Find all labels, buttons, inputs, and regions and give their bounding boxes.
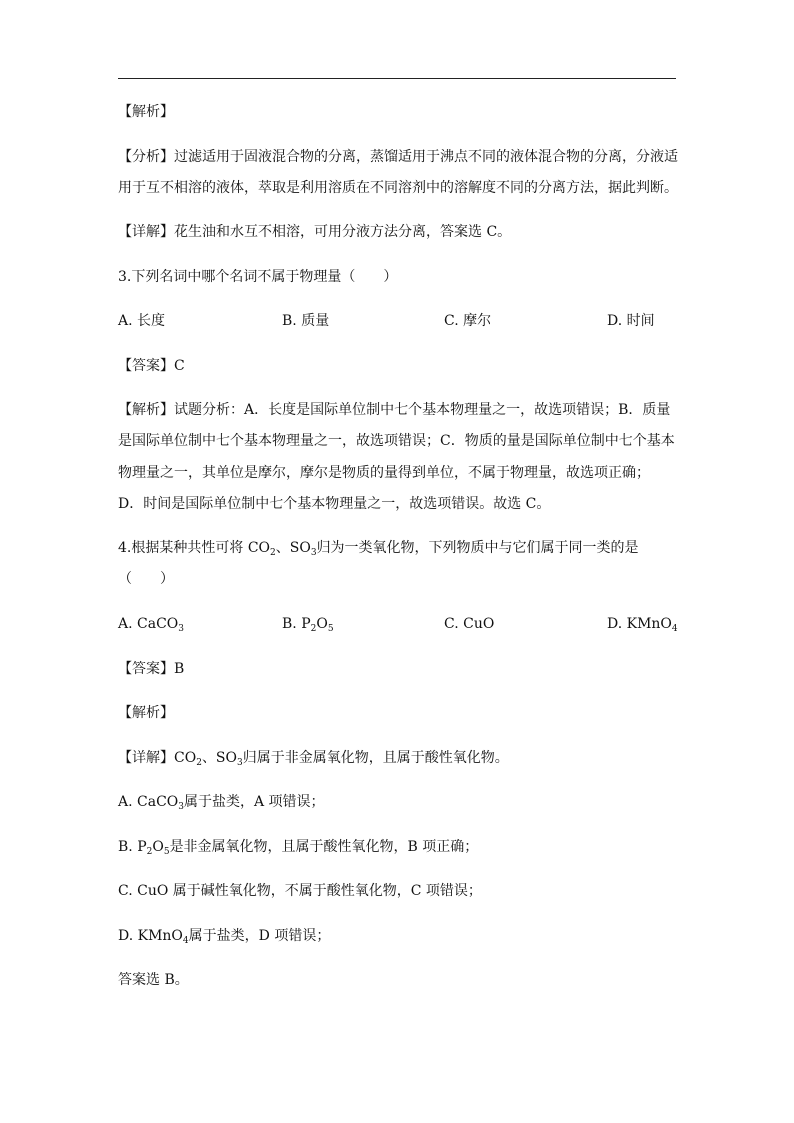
q4-detail-part-1: 【详解】CO (118, 750, 197, 766)
q3-option-d: D. 时间 (607, 313, 655, 329)
q4-analysis-heading: 【解析】 (118, 705, 174, 721)
q4-analysis-b-sub-2: 5 (163, 847, 170, 857)
q4-option-b-text: B. P (282, 616, 311, 632)
q3-analysis-line-1: 【解析】试题分析：A．长度是国际单位制中七个基本物理量之一，故选项错误；B．质量 (118, 402, 671, 418)
analysis-fenxi-line: 【分析】过滤适用于固液混合物的分离，蒸馏适用于沸点不同的液体混合物的分离，分液适 (118, 149, 678, 165)
q4-analysis-b-pre: B. P (118, 839, 147, 855)
analysis-fenxi-line-cont: 用于互不相溶的液体，萃取是利用溶质在不同溶剂中的溶解度不同的分离方法，据此判断。 (118, 180, 678, 196)
q4-stem-part-2: 归为一类氧化物，下列物质中与它们属于同一类的是 (316, 540, 639, 556)
q4-stem-sub-3: 3 (310, 548, 317, 558)
q3-answer: 【答案】C (118, 358, 185, 374)
q4-analysis-c: C. CuO 属于碱性氧化物，不属于酸性氧化物，C 项错误； (118, 883, 482, 899)
q4-option-d-text: D. KMnO (607, 616, 672, 632)
q4-analysis-a-sub: 3 (178, 802, 184, 812)
q4-option-a (118, 614, 184, 634)
q4-stem-sub-2: 2 (270, 548, 276, 558)
q4-option-c: C. CuO (444, 616, 495, 632)
analysis-heading: 【解析】 (118, 104, 174, 120)
q4-option-b-mid: O (316, 616, 328, 632)
q4-analysis-b-post: 是非金属氧化物，且属于酸性氧化物，B 项正确； (169, 839, 479, 855)
q4-stem-part-1: 4.根据某种共性可将 (118, 540, 248, 556)
q3-stem: 3.下列名词中哪个名词不属于物理量（ ） (118, 269, 398, 285)
q4-detail-line (118, 748, 509, 768)
q4-analysis-a-post: 属于盐类，A 项错误； (184, 794, 325, 810)
q4-option-b (282, 614, 334, 634)
q4-detail-part-2: 归属于非金属氧化物，且属于酸性氧化物。 (242, 750, 509, 766)
q4-analysis-a (118, 792, 325, 812)
q4-analysis-a-pre: A. CaCO (118, 794, 179, 810)
q3-option-a: A. 长度 (118, 313, 166, 329)
q3-analysis-line-4: D．时间是国际单位制中七个基本物理量之一，故选项错误。故选 C。 (118, 496, 551, 512)
q4-detail-sep: 、SO (201, 750, 238, 766)
q4-option-d-sub: 4 (671, 624, 678, 634)
q4-detail-sub-3: 3 (237, 758, 243, 768)
q4-analysis-d-sub: 4 (182, 936, 189, 946)
q4-analysis-d-post: 属于盐类，D 项错误； (188, 928, 331, 944)
q4-option-a-sub: 3 (178, 624, 184, 634)
q4-option-a-text: A. CaCO (118, 616, 179, 632)
q4-analysis-b-sub-1: 2 (146, 847, 153, 857)
q4-analysis-d-pre: D. KMnO (118, 928, 183, 944)
q4-analysis-b-mid: O (152, 839, 164, 855)
q4-conclusion: 答案选 B。 (118, 972, 189, 988)
q3-option-c: C. 摩尔 (444, 313, 492, 329)
q4-stem-sep: 、SO (275, 540, 311, 556)
q4-analysis-b (118, 837, 478, 857)
analysis-xiangjie-line: 【详解】花生油和水互不相溶，可用分液方法分离，答案选 C。 (118, 224, 512, 240)
q3-analysis-line-2: 是国际单位制中七个基本物理量之一，故选项错误；C．物质的量是国际单位制中七个基本 (118, 433, 675, 449)
q4-option-b-sub-2: 5 (327, 624, 334, 634)
q4-answer: 【答案】B (118, 661, 185, 677)
q4-option-b-sub-1: 2 (310, 624, 317, 634)
q3-option-b: B. 质量 (282, 313, 330, 329)
q4-stem (118, 538, 639, 558)
q4-stem-paren: （ ） (118, 571, 174, 587)
q3-analysis-line-3: 物理量之一，其单位是摩尔，摩尔是物质的量得到单位，不属于物理量，故选项正确； (118, 465, 650, 481)
q4-detail-sub-2: 2 (196, 758, 202, 768)
q4-analysis-d (118, 926, 330, 946)
q4-option-d (607, 614, 678, 634)
q4-stem-co: CO (247, 540, 271, 556)
header-rule (118, 78, 676, 79)
